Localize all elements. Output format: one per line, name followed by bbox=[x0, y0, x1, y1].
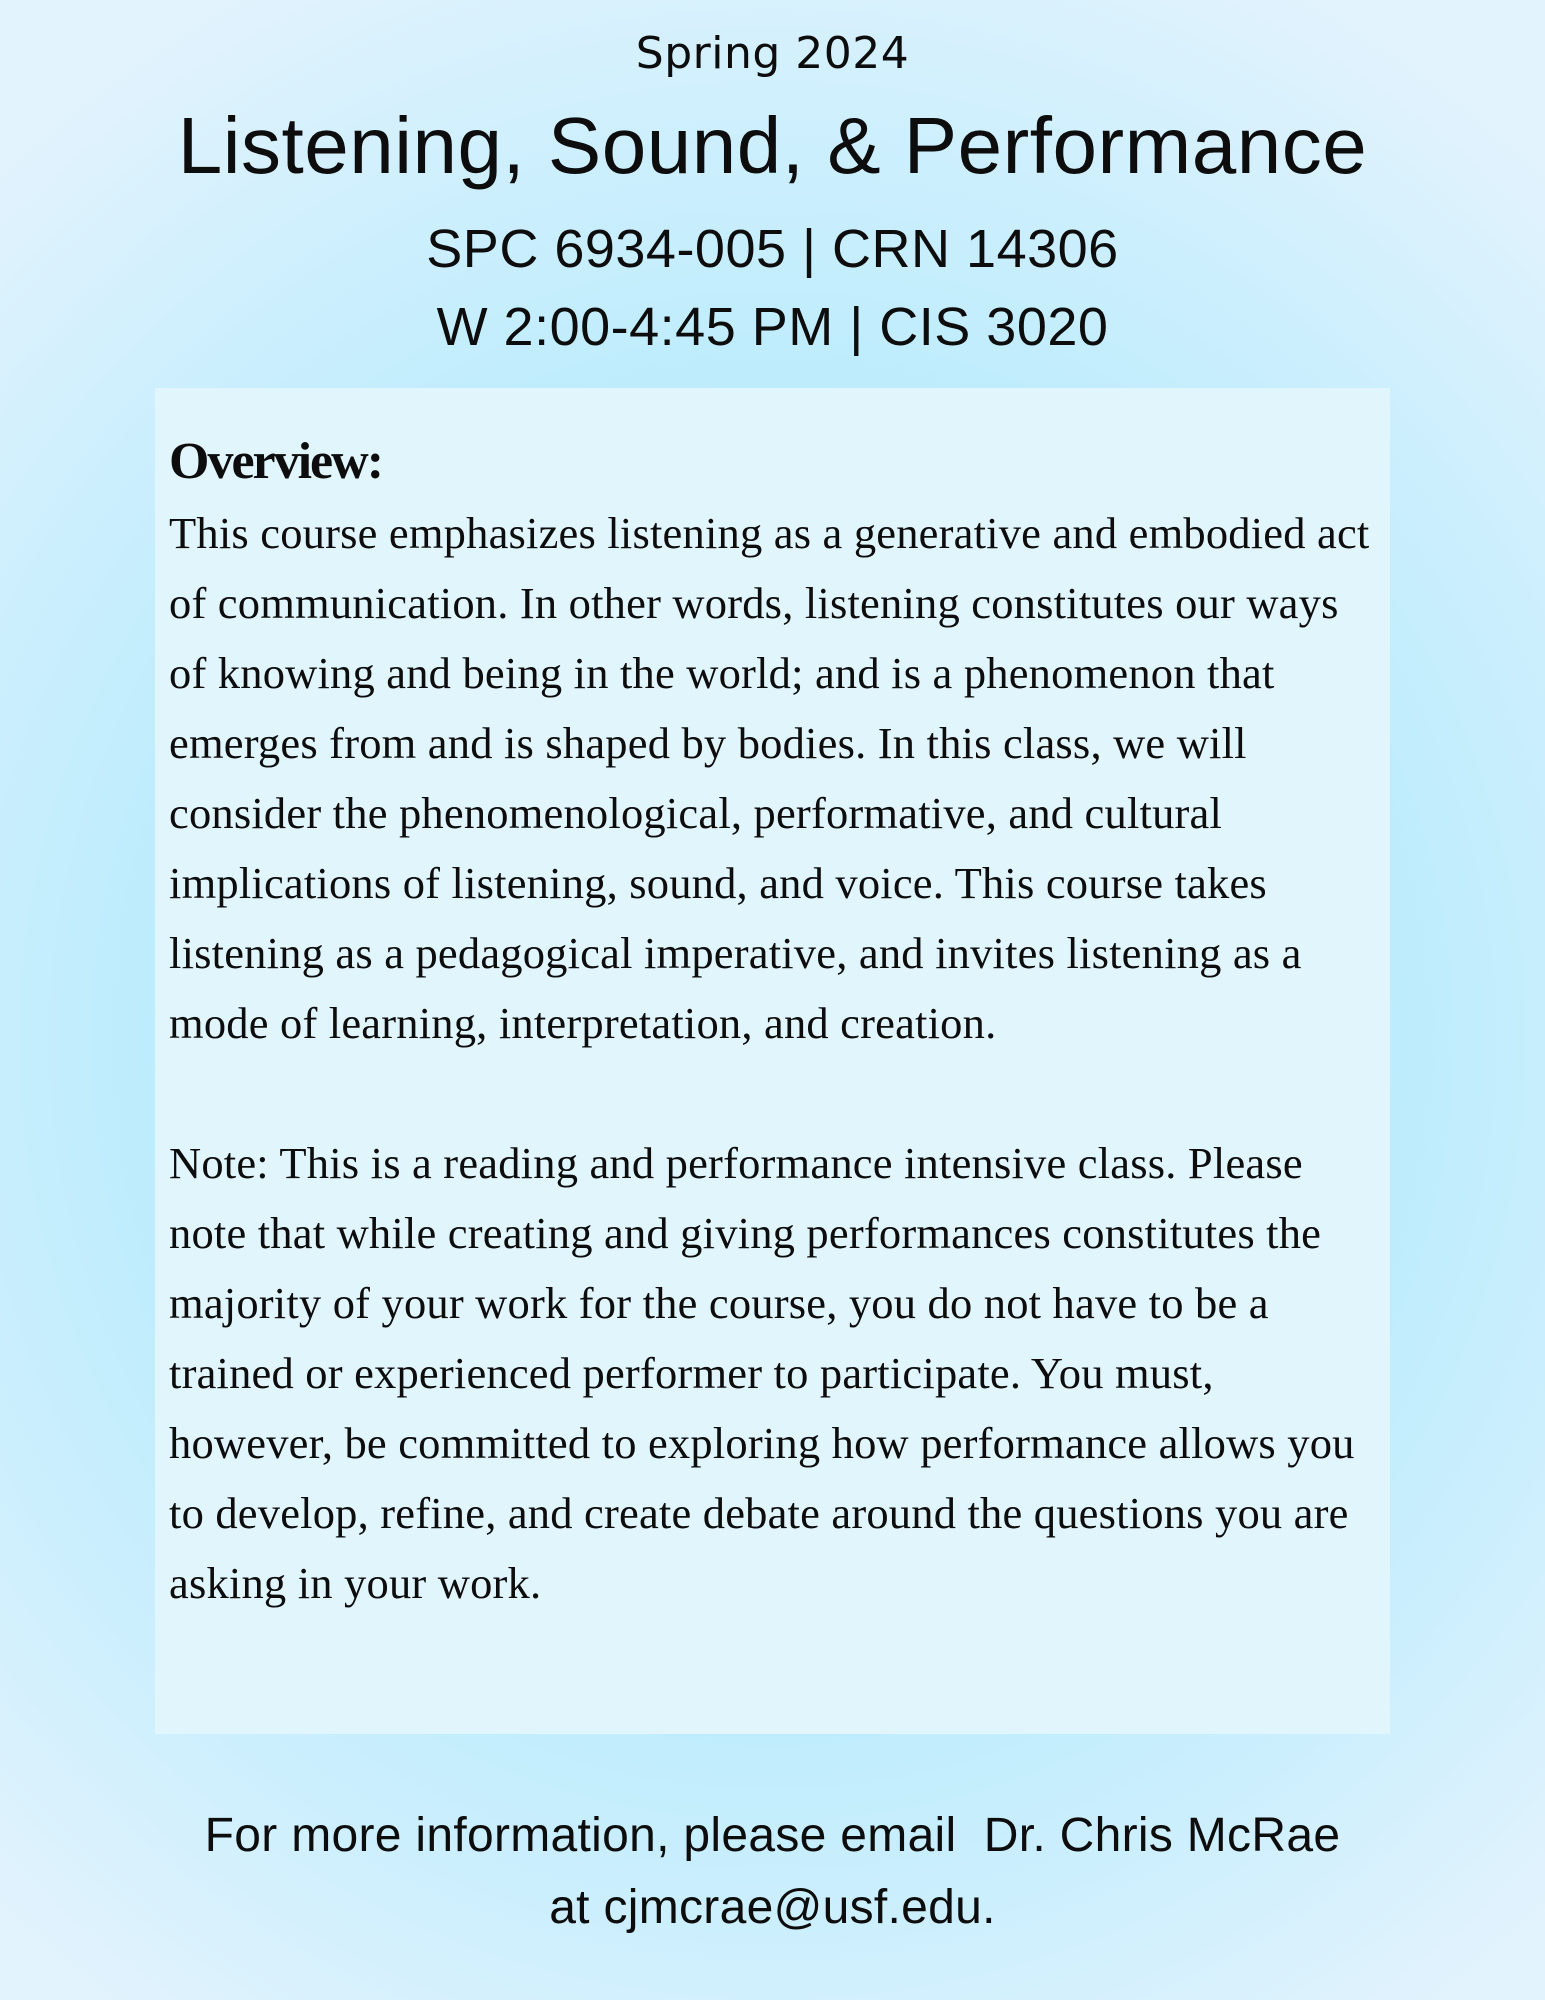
contact-line: For more information, please email Dr. Chris McRae bbox=[204, 1809, 1341, 1862]
course-schedule: W 2:00-4:45 PM | CIS 3020 bbox=[436, 297, 1109, 357]
note-paragraph: Note: This is a reading and performance intensive class. Please note that while creating and giving performances constitutes the majority of your work for the course, you do not have to be a trained or experienced performer to participate. You must, however, be committed to exploring how performance allows you to develop, refine, and create debate around the questions you are asking in your work. bbox=[169, 1138, 1355, 1608]
overview-heading: Overview: bbox=[169, 433, 383, 490]
overview-paragraph: This course emphasizes listening as a generative and embodied act of communication. In other words, listening constitutes our ways of knowing and being in the world; and is a phenomenon that emerges from and is shaped by bodies. In this class, we will consider the phenomenological, performative, and cultural implications of listening, sound, and voice. This course takes listening as a pedagogical imperative, and invites listening as a mode of learning, interpretation, and creation. bbox=[169, 508, 1370, 1048]
course-code: SPC 6934-005 | CRN 14306 bbox=[426, 219, 1119, 279]
overview-card bbox=[155, 388, 1390, 1734]
contact-email-line[interactable]: at cjmcrae@usf.edu. bbox=[549, 1881, 996, 1934]
course-title: Listening, Sound, & Performance bbox=[177, 101, 1368, 190]
term-label: Spring 2024 bbox=[635, 28, 910, 79]
contact-info bbox=[0, 1800, 1545, 1944]
